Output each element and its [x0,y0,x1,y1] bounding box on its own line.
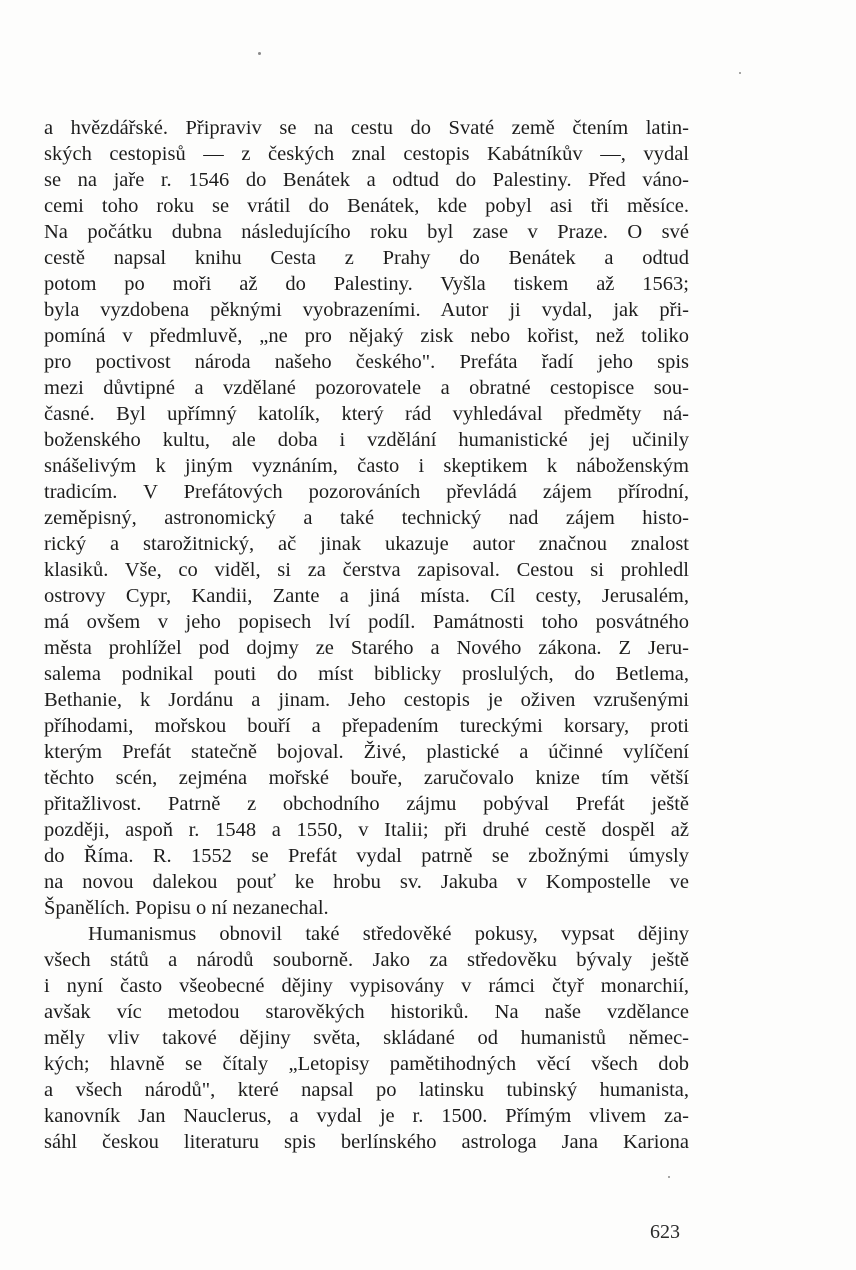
paper-speck [668,1176,670,1178]
text-line: kých; hlavně se čítaly „Letopisy pamětihodných věcí všech dob [44,1053,689,1075]
text-line: pro poctivost národa našeho českého". Prefáta řadí jeho spis [44,351,689,373]
text-line: rický a starožitnický, ač jinak ukazuje autor značnou znalost [44,533,689,555]
text-line: a hvězdářské. Připraviv se na cestu do Svaté země čtením latin- [44,117,689,139]
text-line: cemi toho roku se vrátil do Benátek, kde pobyl asi tři měsíce. [44,195,689,217]
text-line: i nyní často všeobecné dějiny vypisovány v rámci čtyř monarchií, [44,975,689,997]
paper-speck [258,52,261,55]
text-line: avšak víc metodou starověkých historiků. Na naše vzdělance [44,1001,689,1023]
page-number: 623 [650,1221,680,1243]
text-line: mezi důvtipné a vzdělané pozorovatele a obratné cestopisce sou- [44,377,689,399]
text-line: Bethanie, k Jordánu a jinam. Jeho cestopis je oživen vzrušenými [44,689,689,711]
text-line: těchto scén, zejména mořské bouře, zaručovalo knize tím větší [44,767,689,789]
text-line: zeměpisný, astronomický a také technický nad zájem histo- [44,507,689,529]
text-line: Na počátku dubna následujícího roku byl zase v Praze. O své [44,221,689,243]
text-line: měly vliv takové dějiny světa, skládané od humanistů němec- [44,1027,689,1049]
text-line: přitažlivost. Patrně z obchodního zájmu pobýval Prefát ještě [44,793,689,815]
text-line: se na jaře r. 1546 do Benátek a odtud do Palestiny. Před váno- [44,169,689,191]
text-line: tradicím. V Prefátových pozorováních převládá zájem přírodní, [44,481,689,503]
text-line: boženského kultu, ale doba i vzdělání humanistické jej učinily [44,429,689,451]
body-text [44,115,689,1155]
text-line: kterým Prefát statečně bojoval. Živé, plastické a účinné vylíčení [44,741,689,763]
text-line: ských cestopisů — z českých znal cestopis Kabátníkův —, vydal [44,143,689,165]
text-line: ostrovy Cypr, Kandii, Zante a jiná místa. Cíl cesty, Jerusalém, [44,585,689,607]
text-line: příhodami, mořskou bouří a přepadením tureckými korsary, proti [44,715,689,737]
text-line: všech států a národů souborně. Jako za středověku bývaly ještě [44,949,689,971]
text-line: časné. Byl upřímný katolík, který rád vyhledával předměty ná- [44,403,689,425]
text-line: sáhl českou literaturu spis berlínského astrologa Jana Kariona [44,1131,689,1153]
text-line: salema podnikal pouti do míst biblicky proslulých, do Betlema, [44,663,689,685]
paragraph-prefat [44,115,689,921]
text-line: snášelivým k jiným vyznáním, často i skeptikem k náboženským [44,455,689,477]
text-line: do Říma. R. 1552 se Prefát vydal patrně se zbožnými úmysly [44,845,689,867]
text-line: pomíná v předmluvě, „ne pro nějaký zisk nebo kořist, než toliko [44,325,689,347]
text-line: kanovník Jan Nauclerus, a vydal je r. 1500. Přímým vlivem za- [44,1105,689,1127]
text-line: má ovšem v jeho popisech lví podíl. Památnosti toho posvátného [44,611,689,633]
text-line: později, aspoň r. 1548 a 1550, v Italii; při druhé cestě dospěl až [44,819,689,841]
text-line: na novou dalekou pouť ke hrobu sv. Jakuba v Kompostelle ve [44,871,689,893]
text-line: klasiků. Vše, co viděl, si za čerstva zapisoval. Cestou si prohledl [44,559,689,581]
paper-speck [739,72,741,74]
text-line: Humanismus obnovil také středověké pokusy, vypsat dějiny [88,923,689,945]
text-line-spaced-title: potom po moři až do Palestiny. Vyšla tiskem až 1563; [44,273,689,295]
text-line: města prohlížel pod dojmy ze Starého a Nového zákona. Z Jeru- [44,637,689,659]
paragraph-humanismus [44,921,689,1155]
text-line: a všech národů", které napsal po latinsku tubinský humanista, [44,1079,689,1101]
text-line: byla vyzdobena pěknými vyobrazeními. Autor ji vydal, jak při- [44,299,689,321]
text-line-spaced-title: cestě napsal knihu Cesta z Prahy do Benátek a odtud [44,247,689,269]
text-line: Španělích. Popisu o ní nezanechal. [44,897,329,919]
